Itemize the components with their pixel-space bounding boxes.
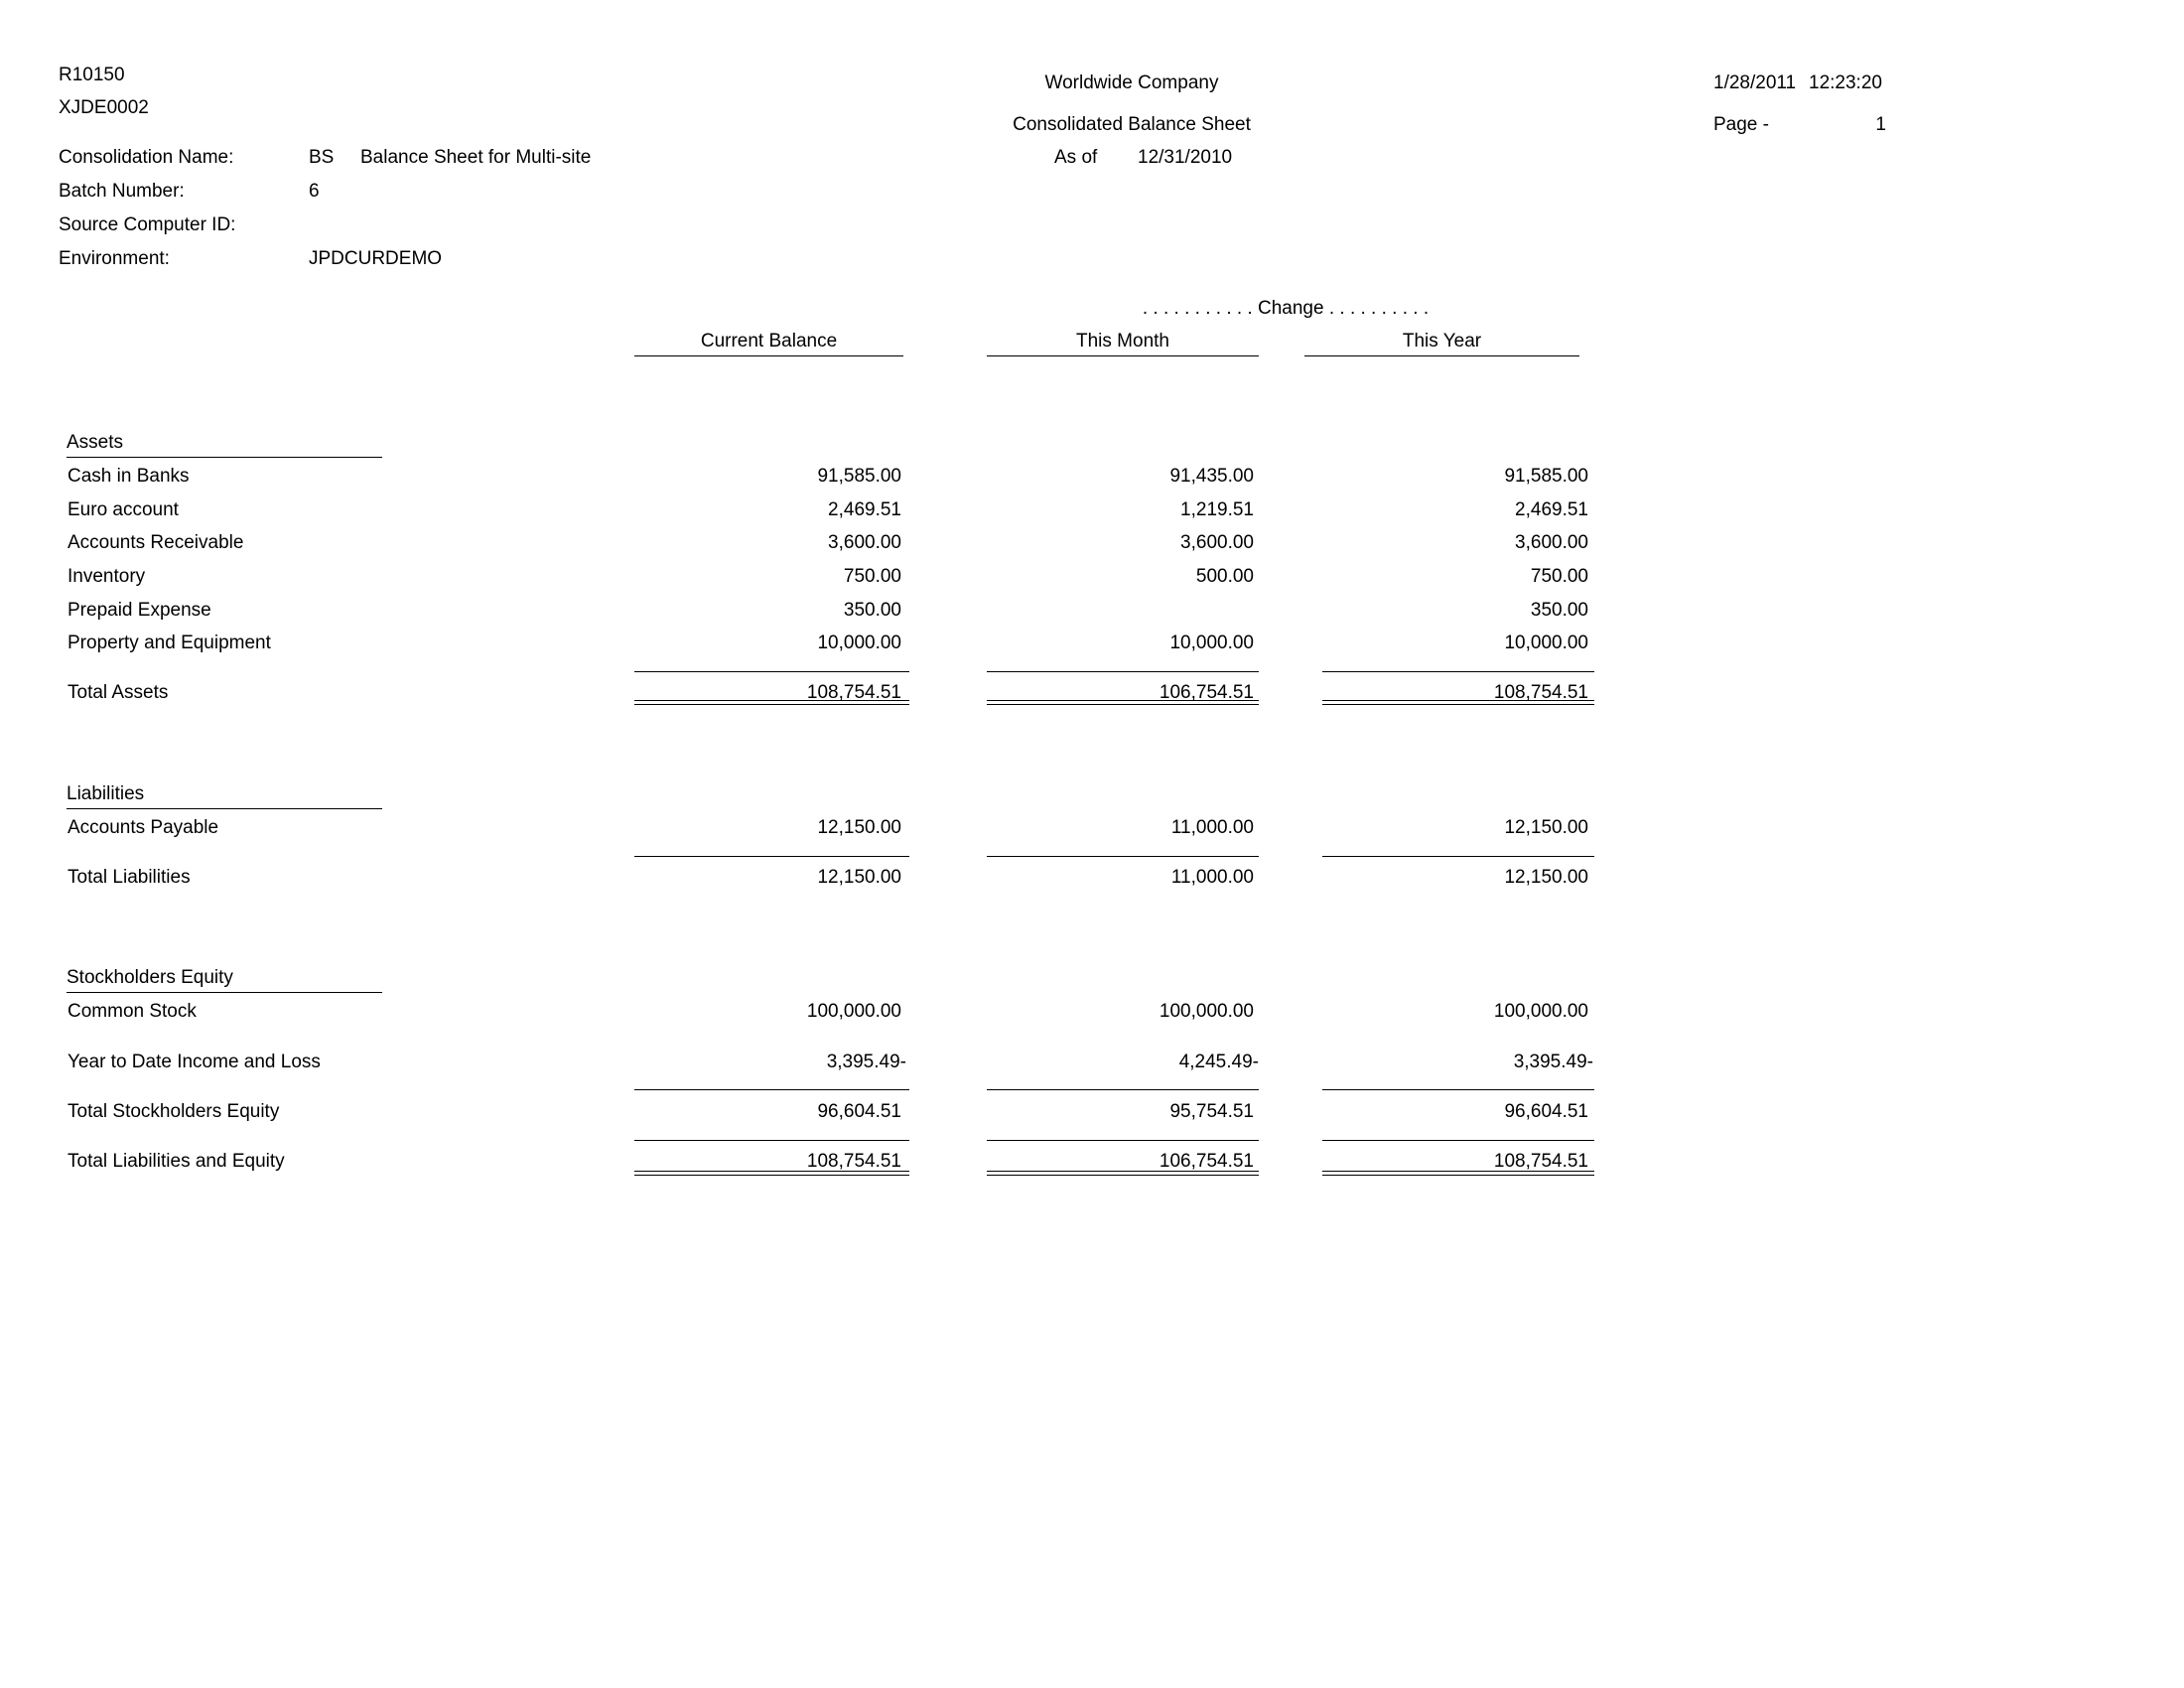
- current-balance-cell: 10,000.00: [817, 633, 901, 653]
- total-assets-month: 106,754.51: [1159, 682, 1254, 703]
- double-underline-rule: [987, 700, 1259, 701]
- row-label: Year to Date Income and Loss: [68, 1052, 321, 1072]
- report-id: R10150: [59, 65, 125, 85]
- current-balance-cell: 3,600.00: [828, 532, 901, 553]
- current-balance-cell: 350.00: [843, 600, 901, 621]
- subtotal-rule: [1322, 1140, 1594, 1141]
- grand-total-month: 106,754.51: [1159, 1151, 1254, 1172]
- source-computer-label: Source Computer ID:: [59, 214, 236, 235]
- subtotal-rule: [634, 856, 909, 857]
- environment-value: JPDCURDEMO: [309, 248, 443, 269]
- this-month-header: This Month: [987, 332, 1259, 356]
- double-underline-rule: [634, 1171, 909, 1172]
- page-number: 1: [1875, 114, 1886, 135]
- this-month-cell: 11,000.00: [1170, 817, 1254, 838]
- subtotal-rule: [634, 671, 909, 672]
- total-liabilities-year: 12,150.00: [1504, 867, 1588, 888]
- total-assets-current: 108,754.51: [806, 682, 901, 703]
- double-underline-rule: [987, 1171, 1259, 1172]
- grand-total-year: 108,754.51: [1493, 1151, 1588, 1172]
- double-underline-rule: [634, 704, 909, 705]
- current-balance-cell: 100,000.00: [806, 1001, 901, 1022]
- subtotal-rule: [987, 1089, 1259, 1090]
- total-liabilities-label: Total Liabilities: [68, 867, 191, 888]
- consolidation-name: Balance Sheet for Multi-site: [360, 147, 592, 168]
- total-liabilities-current: 12,150.00: [817, 867, 901, 888]
- row-label: Accounts Receivable: [68, 532, 244, 553]
- current-balance-header: Current Balance: [634, 332, 903, 356]
- subtotal-rule: [987, 856, 1259, 857]
- this-month-cell: 4,245.49-: [1178, 1052, 1259, 1072]
- run-date: 1/28/2011: [1713, 72, 1797, 93]
- this-year-cell: 100,000.00: [1493, 1001, 1588, 1022]
- this-month-cell: 3,600.00: [1180, 532, 1254, 553]
- batch-number-label: Batch Number:: [59, 181, 185, 202]
- section-title-assets: Assets: [67, 433, 382, 458]
- current-balance-cell: 12,150.00: [817, 817, 901, 838]
- batch-number: 6: [309, 181, 320, 202]
- this-year-cell: 91,585.00: [1504, 466, 1588, 487]
- double-underline-rule: [1322, 1171, 1594, 1172]
- this-month-cell: 91,435.00: [1169, 466, 1254, 487]
- section-title-liabilities: Liabilities: [67, 784, 382, 809]
- page-label: Page -: [1713, 114, 1769, 135]
- subtotal-rule: [1322, 671, 1594, 672]
- total-assets-year: 108,754.51: [1493, 682, 1588, 703]
- consolidation-name-label: Consolidation Name:: [59, 147, 234, 168]
- row-label: Common Stock: [68, 1001, 197, 1022]
- subtotal-rule: [1322, 856, 1594, 857]
- report-version: XJDE0002: [59, 97, 149, 118]
- row-label: Inventory: [68, 566, 146, 587]
- double-underline-rule: [634, 1175, 909, 1176]
- row-label: Property and Equipment: [68, 633, 271, 653]
- run-time: 12:23:20: [1809, 72, 1882, 93]
- total-equity-year: 96,604.51: [1504, 1101, 1588, 1122]
- this-year-cell: 2,469.51: [1515, 499, 1588, 520]
- this-year-cell: 350.00: [1530, 600, 1588, 621]
- as-of-label: As of: [1054, 147, 1098, 168]
- this-month-cell: 10,000.00: [1169, 633, 1254, 653]
- this-year-header: This Year: [1304, 332, 1579, 356]
- this-year-cell: 3,600.00: [1515, 532, 1588, 553]
- section-title-equity: Stockholders Equity: [67, 968, 382, 993]
- this-year-cell: 12,150.00: [1504, 817, 1588, 838]
- subtotal-rule: [987, 671, 1259, 672]
- total-liabilities-month: 11,000.00: [1170, 867, 1254, 888]
- current-balance-cell: 750.00: [843, 566, 901, 587]
- this-month-cell: 100,000.00: [1159, 1001, 1254, 1022]
- this-month-cell: 500.00: [1195, 566, 1254, 587]
- subtotal-rule: [634, 1089, 909, 1090]
- grand-total-current: 108,754.51: [806, 1151, 901, 1172]
- total-equity-label: Total Stockholders Equity: [68, 1101, 280, 1122]
- change-header: . . . . . . . . . . . Change . . . . . . . . . .: [1142, 298, 1430, 319]
- row-label: Cash in Banks: [68, 466, 190, 487]
- subtotal-rule: [634, 1140, 909, 1141]
- double-underline-rule: [1322, 700, 1594, 701]
- this-year-cell: 10,000.00: [1504, 633, 1588, 653]
- double-underline-rule: [1322, 1175, 1594, 1176]
- this-year-cell: 3,395.49-: [1513, 1052, 1593, 1072]
- environment-label: Environment:: [59, 248, 170, 269]
- total-equity-month: 95,754.51: [1169, 1101, 1254, 1122]
- total-assets-label: Total Assets: [68, 682, 169, 703]
- as-of-date: 12/31/2010: [1138, 147, 1233, 168]
- subtotal-rule: [987, 1140, 1259, 1141]
- row-label: Euro account: [68, 499, 179, 520]
- row-label: Accounts Payable: [68, 817, 219, 838]
- total-equity-current: 96,604.51: [817, 1101, 901, 1122]
- this-month-cell: 1,219.51: [1180, 499, 1254, 520]
- subtotal-rule: [1322, 1089, 1594, 1090]
- current-balance-cell: 3,395.49-: [826, 1052, 906, 1072]
- double-underline-rule: [987, 1175, 1259, 1176]
- consolidation-code: BS: [309, 147, 335, 168]
- double-underline-rule: [1322, 704, 1594, 705]
- double-underline-rule: [634, 700, 909, 701]
- current-balance-cell: 91,585.00: [817, 466, 901, 487]
- row-label: Prepaid Expense: [68, 600, 211, 621]
- grand-total-label: Total Liabilities and Equity: [68, 1151, 285, 1172]
- report-title: Consolidated Balance Sheet: [1013, 114, 1251, 135]
- current-balance-cell: 2,469.51: [828, 499, 901, 520]
- company-name: Worldwide Company: [1044, 72, 1219, 93]
- this-year-cell: 750.00: [1530, 566, 1588, 587]
- double-underline-rule: [987, 704, 1259, 705]
